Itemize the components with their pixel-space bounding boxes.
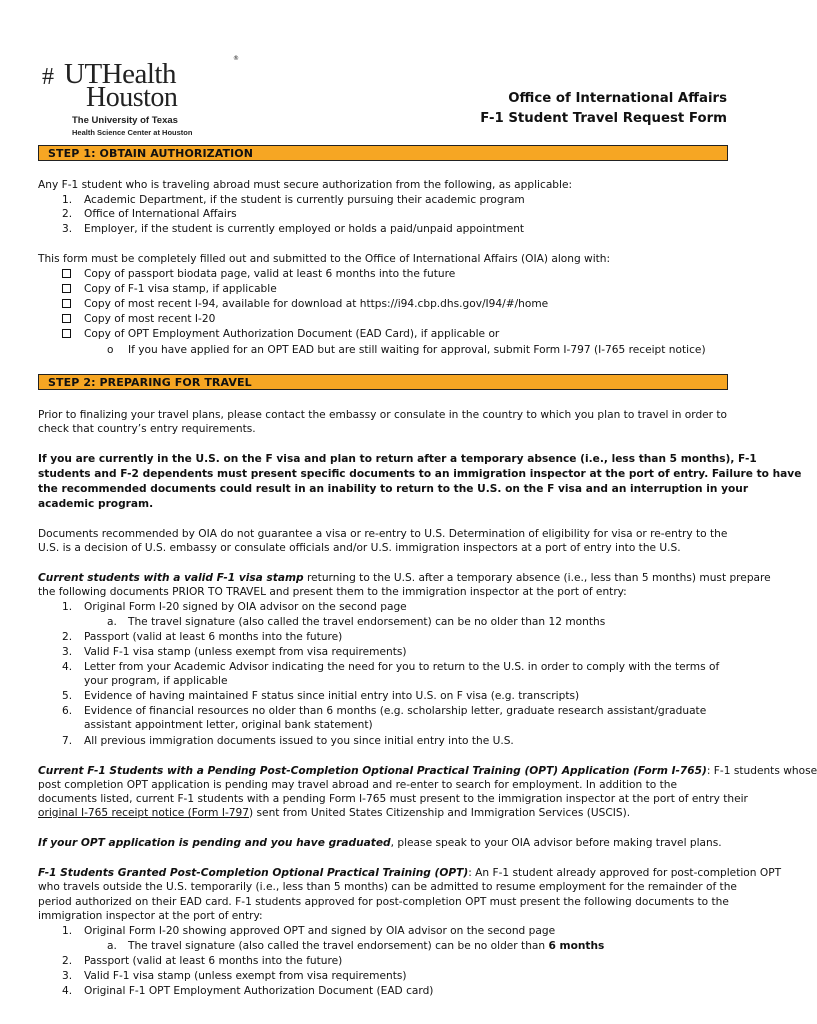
doc-num: 5. bbox=[62, 690, 73, 702]
opt-doc-item: Valid F-1 visa stamp (unless exempt from visa requirements) bbox=[84, 970, 407, 982]
uthealth-logo bbox=[42, 55, 239, 137]
doc-item: Passport (valid at least 6 months into the future) bbox=[84, 631, 343, 643]
bold-para-line: If you are currently in the U.S. on the F visa and plan to return after a temporary absence (i.e., less than 5 months), F-1 bbox=[38, 453, 757, 465]
opt-doc-item: Original Form I-20 showing approved OPT and signed by OIA advisor on the second page bbox=[84, 925, 556, 937]
pending-lead: Current F-1 Students with a Pending Post-Completion Optional Practical Training (OPT) Application (Form I-765) bbox=[38, 765, 707, 777]
graduated-rest: , please speak to your OIA advisor before making travel plans. bbox=[390, 837, 722, 849]
pending-line3: documents listed, current F-1 students with a pending Form I-765 must present to the immigration inspector at the port of entry their bbox=[38, 793, 748, 805]
opt-doc-item bbox=[128, 939, 604, 953]
doc-num: a. bbox=[107, 616, 117, 628]
checklist-label: Copy of OPT Employment Authorization Document (EAD Card), if applicable or bbox=[84, 328, 500, 340]
checklist-label: Copy of passport biodata page, valid at least 6 months into the future bbox=[84, 268, 456, 280]
pending-line4-rest: sent from United States Citizenship and Immigration Services (USCIS). bbox=[253, 807, 631, 819]
opt-doc-num: 4. bbox=[62, 985, 73, 997]
checkbox[interactable] bbox=[62, 299, 71, 308]
auth-num: 1. bbox=[62, 194, 73, 206]
doc-num: 2. bbox=[62, 631, 73, 643]
checkbox[interactable] bbox=[62, 269, 71, 278]
form-intro: This form must be completely filled out and submitted to the Office of International Affairs (OIA) along with: bbox=[38, 253, 611, 265]
logo-line1: UTHealth bbox=[64, 58, 176, 90]
current-students-rest: returning to the U.S. after a temporary absence (i.e., less than 5 months) must prepare bbox=[303, 572, 771, 584]
logo-line4: Health Science Center at Houston bbox=[72, 128, 193, 137]
form-title bbox=[480, 89, 727, 129]
step2-heading-bar bbox=[38, 374, 728, 390]
checklist-label: Copy of F-1 visa stamp, if applicable bbox=[84, 283, 277, 295]
p1-line: Prior to finalizing your travel plans, please contact the embassy or consulate in the country to which you plan to travel in order to bbox=[38, 409, 728, 421]
current-students-line bbox=[38, 571, 771, 585]
p1-line: check that country’s entry requirements. bbox=[38, 423, 256, 435]
checkbox[interactable] bbox=[62, 329, 71, 338]
checklist-item bbox=[62, 268, 71, 282]
doc-item: Valid F-1 visa stamp (unless exempt from visa requirements) bbox=[84, 646, 407, 658]
opt-doc-item: Original F-1 OPT Employment Authorization Document (EAD card) bbox=[84, 985, 434, 997]
auth-item: Academic Department, if the student is currently pursuing their academic program bbox=[84, 194, 525, 206]
doc-num: 7. bbox=[62, 735, 73, 747]
doc-item: Original Form I-20 signed by OIA advisor on the second page bbox=[84, 601, 407, 613]
doc-num: 4. bbox=[62, 661, 73, 673]
p3-line: U.S. is a decision of U.S. embassy or consulate officials and/or U.S. immigration inspectors at a port of entry into the U.S. bbox=[38, 542, 681, 554]
graduated-lead: If your OPT application is pending and you have graduated bbox=[38, 837, 391, 849]
paren: ) bbox=[249, 807, 254, 819]
doc-item: your program, if applicable bbox=[84, 675, 228, 687]
pending-line2: post completion OPT application is pending may travel abroad and re-enter to search for employment. In addition to the bbox=[38, 779, 678, 791]
step1-heading-bar bbox=[38, 145, 728, 161]
doc-num: 3. bbox=[62, 646, 73, 658]
opt-doc-num: 2. bbox=[62, 955, 73, 967]
auth-num: 3. bbox=[62, 223, 73, 235]
doc-item: Letter from your Academic Advisor indicating the need for you to return to the U.S. in order to comply with the terms of bbox=[84, 661, 720, 673]
opt-doc-item: Passport (valid at least 6 months into the future) bbox=[84, 955, 343, 967]
granted-line3: period authorized on their EAD card. F-1 students approved for post-completion OPT must present the following documents to the bbox=[38, 896, 729, 908]
checklist-item bbox=[62, 283, 71, 297]
logo-line3: The University of Texas bbox=[72, 115, 178, 126]
doc-num: 1. bbox=[62, 601, 73, 613]
auth-item: Office of International Affairs bbox=[84, 208, 237, 220]
doc-item: The travel signature (also called the travel endorsement) can be no older than 12 months bbox=[128, 616, 606, 628]
logo-trademark: ® bbox=[233, 55, 239, 62]
auth-item: Employer, if the student is currently employed or holds a paid/unpaid appointment bbox=[84, 223, 525, 235]
pending-line1 bbox=[38, 764, 817, 778]
doc-item: Evidence of financial resources no older than 6 months (e.g. scholarship letter, graduate research assistant/graduate bbox=[84, 705, 707, 717]
receipt-notice-underlined: original I-765 receipt notice (Form I-797 bbox=[38, 807, 250, 819]
logo-mark-icon: # bbox=[42, 64, 52, 90]
granted-line2: who travels outside the U.S. temporarily (i.e., less than 5 months) can be admitted to resume employment for the remainder of the bbox=[38, 881, 737, 893]
pending-rest: : F-1 students whose bbox=[706, 765, 817, 777]
graduated-line bbox=[38, 836, 722, 850]
granted-lead: F-1 Students Granted Post-Completion Optional Practical Training (OPT) bbox=[38, 867, 469, 879]
doc-item: assistant appointment letter, original bank statement) bbox=[84, 719, 373, 731]
pending-line4 bbox=[38, 806, 630, 820]
doc-item: All previous immigration documents issued to you since initial entry into the U.S. bbox=[84, 735, 514, 747]
granted-rest: : An F-1 student already approved for post-completion OPT bbox=[468, 867, 782, 879]
form-name: F-1 Student Travel Request Form bbox=[480, 111, 727, 126]
checkbox[interactable] bbox=[62, 284, 71, 293]
auth-num: 2. bbox=[62, 208, 73, 220]
opt-doc-num: a. bbox=[107, 940, 117, 952]
sub-bullet: o bbox=[107, 344, 114, 356]
opt-doc-num: 1. bbox=[62, 925, 73, 937]
step1-intro: Any F-1 student who is traveling abroad must secure authorization from the following, as applicable: bbox=[38, 179, 573, 191]
opt-doc-text: The travel signature (also called the travel endorsement) can be no older than bbox=[128, 940, 549, 952]
p3-line: Documents recommended by OIA do not guarantee a visa or re-entry to U.S. Determination of eligibility for visa or re-entry to the bbox=[38, 528, 728, 540]
current-students-lead: Current students with a valid F-1 visa stamp bbox=[38, 572, 304, 584]
current-students-line2: the following documents PRIOR TO TRAVEL and present them to the immigration inspector at the port of entry: bbox=[38, 586, 627, 598]
logo-line2: Houston bbox=[86, 82, 178, 113]
doc-item: Evidence of having maintained F status since initial entry into U.S. on F visa (e.g. transcripts) bbox=[84, 690, 580, 702]
checklist-item bbox=[62, 328, 71, 342]
bold-para-line: academic program. bbox=[38, 498, 154, 510]
step2-heading: STEP 2: PREPARING FOR TRAVEL bbox=[48, 376, 252, 389]
doc-num: 6. bbox=[62, 705, 73, 717]
bold-para-line: students and F-2 dependents must present specific documents to an immigration inspector at the port of entry. Failure to have bbox=[38, 468, 802, 480]
granted-line4: immigration inspector at the port of entry: bbox=[38, 910, 263, 922]
sub-item: If you have applied for an OPT EAD but are still waiting for approval, submit Form I-797 (I-765 receipt notice) bbox=[128, 344, 706, 356]
checklist-label: Copy of most recent I-94, available for download at https://i94.cbp.dhs.gov/I94/#/home bbox=[84, 298, 549, 310]
checklist-item bbox=[62, 313, 71, 327]
bold-para-line: the recommended documents could result in an inability to return to the U.S. on the F visa and an interruption in your bbox=[38, 483, 749, 495]
step1-heading: STEP 1: OBTAIN AUTHORIZATION bbox=[48, 147, 254, 160]
granted-line1 bbox=[38, 866, 781, 880]
checkbox[interactable] bbox=[62, 314, 71, 323]
checklist-item bbox=[62, 298, 71, 312]
opt-doc-bold: 6 months bbox=[548, 940, 605, 952]
office-title: Office of International Affairs bbox=[508, 91, 727, 106]
checklist-label: Copy of most recent I-20 bbox=[84, 313, 216, 325]
opt-doc-num: 3. bbox=[62, 970, 73, 982]
